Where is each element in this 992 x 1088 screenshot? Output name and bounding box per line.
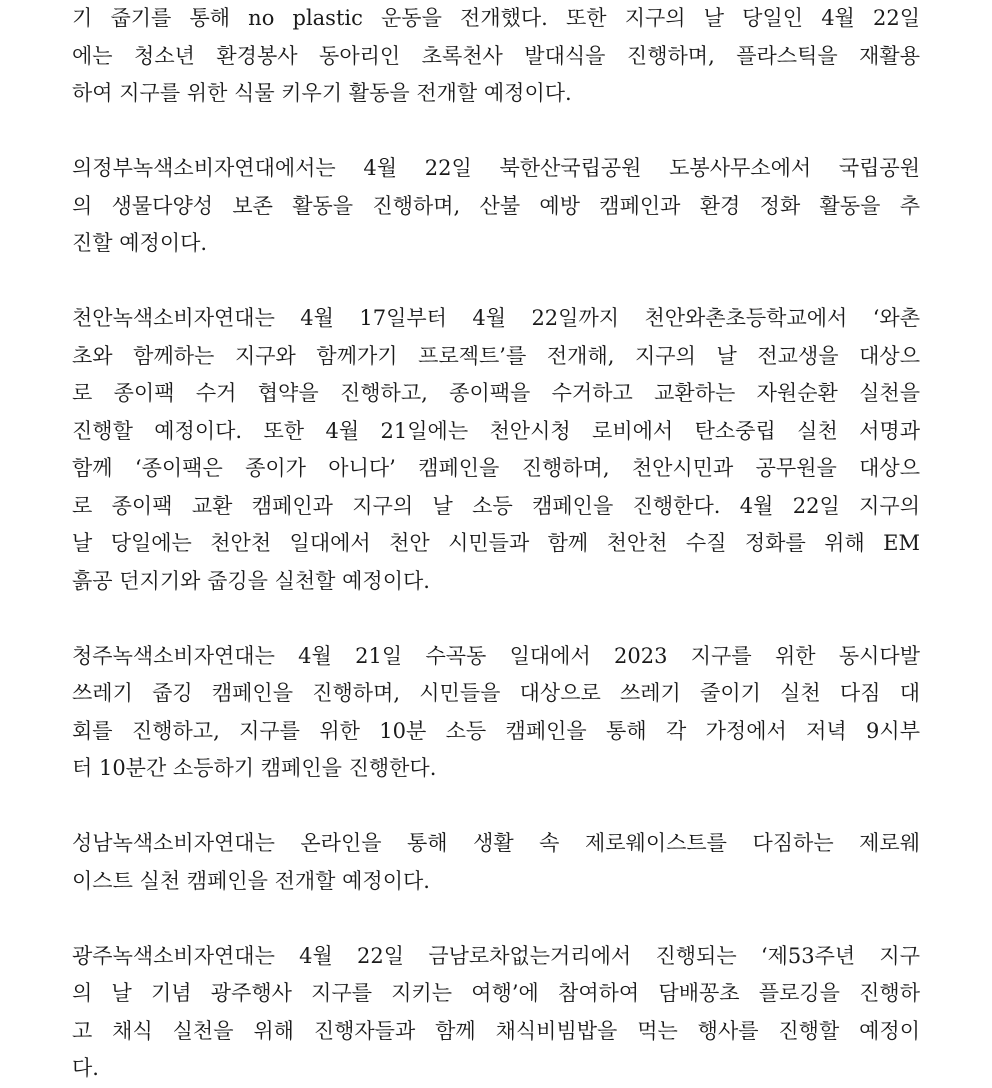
paragraph-gap [72, 788, 920, 826]
text-line: 로 종이팩 수거 협약을 진행하고, 종이팩을 수거하고 교환하는 자원순환 실천을 [72, 381, 920, 405]
text-line: 의 날 기념 광주행사 지구를 지키는 여행’에 참여하여 담배꽁초 플로깅을 진행하 [72, 981, 920, 1005]
text-line: 쓰레기 줍깅 캠페인을 진행하며, 시민들을 대상으로 쓰레기 줄이기 실천 다짐 대 [72, 681, 920, 705]
text-line: 기 줍기를 통해 no plastic 운동을 전개했다. 또한 지구의 날 당일인 4월 22일 [72, 6, 920, 30]
text-line: 로 종이팩 교환 캠페인과 지구의 날 소등 캠페인을 진행한다. 4월 22일 지구의 [72, 493, 920, 518]
text-line: 천안녹색소비자연대는 4월 17일부터 4월 22일까지 천안와촌초등학교에서 ‘와촌 [72, 306, 920, 330]
paragraph-4 [72, 638, 920, 788]
text-line: 의 생물다양성 보존 활동을 진행하며, 산불 예방 캠페인과 환경 정화 활동을 추 [72, 193, 920, 218]
text-line: 광주녹색소비자연대는 4월 22일 금남로차없는거리에서 진행되는 ‘제53주년 지구 [72, 943, 920, 968]
text-line: 다. [72, 1056, 99, 1080]
text-line: 터 10분간 소등하기 캠페인을 진행한다. [72, 756, 437, 780]
text-line: 의정부녹색소비자연대에서는 4월 22일 북한산국립공원 도봉사무소에서 국립공원 [72, 156, 920, 180]
text-line: 성남녹색소비자연대는 온라인을 통해 생활 속 제로웨이스트를 다짐하는 제로웨 [72, 831, 920, 855]
paragraph-gap [72, 600, 920, 638]
text-line: 진할 예정이다. [72, 231, 208, 255]
text-line: 초와 함께하는 지구와 함께가기 프로젝트’를 전개해, 지구의 날 전교생을 대상으 [72, 343, 920, 368]
paragraph-gap [72, 900, 920, 938]
text-line: 하여 지구를 위한 식물 키우기 활동을 전개할 예정이다. [72, 81, 572, 105]
paragraph-2 [72, 150, 920, 263]
text-line: 에는 청소년 환경봉사 동아리인 초록천사 발대식을 진행하며, 플라스틱을 재활용 [72, 43, 920, 68]
text-line: 진행할 예정이다. 또한 4월 21일에는 천안시청 로비에서 탄소중립 실천 서명과 [72, 418, 920, 443]
paragraph-5 [72, 825, 920, 900]
paragraph-gap [72, 263, 920, 301]
text-line: 이스트 실천 캠페인을 전개할 예정이다. [72, 868, 430, 893]
paragraph-1 [72, 0, 920, 113]
text-line: 청주녹색소비자연대는 4월 21일 수곡동 일대에서 2023 지구를 위한 동시다발 [72, 643, 920, 668]
paragraph-6 [72, 938, 920, 1088]
paragraph-3 [72, 300, 920, 600]
text-line: 흙공 던지기와 줍깅을 실천할 예정이다. [72, 568, 430, 593]
text-line: 고 채식 실천을 위해 진행자들과 함께 채식비빔밥을 먹는 행사를 진행할 예정이 [72, 1018, 920, 1043]
text-line: 날 당일에는 천안천 일대에서 천안 시민들과 함께 천안천 수질 정화를 위해 EM [72, 531, 920, 555]
text-line: 함께 ‘종이팩은 종이가 아니다’ 캠페인을 진행하며, 천안시민과 공무원을 대상으 [72, 456, 920, 480]
paragraph-gap [72, 113, 920, 151]
document-body [72, 0, 920, 1088]
text-line: 회를 진행하고, 지구를 위한 10분 소등 캠페인을 통해 각 가정에서 저녁 9시부 [72, 718, 920, 743]
